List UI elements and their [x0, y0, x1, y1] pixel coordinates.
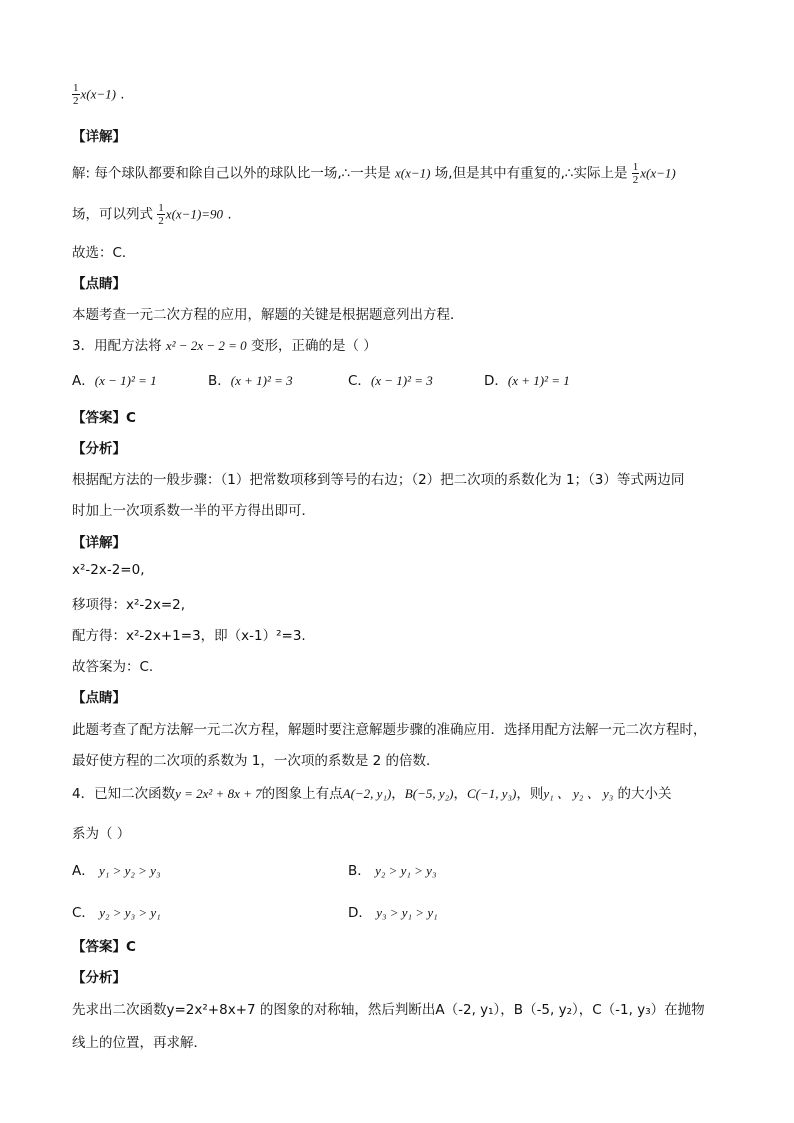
question-4-answer: 【答案】C: [72, 939, 136, 955]
question-3-option-b: B．(x + 1)² = 3: [208, 373, 293, 389]
section-heading-detail: 【详解】: [72, 129, 126, 145]
paragraph-solution-1: 解: 每个球队都要和除自己以外的球队比一场,∴一共是 x(x−1) 场,但是其中有重复的,∴实际上是 $\frac{1}{2}$ x(x−1): [72, 161, 676, 186]
fraction: $\frac{1}{2}$: [73, 82, 79, 107]
section-heading-analysis: 【分析】: [72, 970, 126, 986]
question-4-option-d: D． y₃ > y₁ > y₁: [348, 905, 438, 921]
section-heading-comment: 【点睛】: [72, 690, 126, 706]
question-4-option-c: C． y₂ > y₃ > y₁: [72, 905, 161, 921]
section-heading-analysis: 【分析】: [72, 441, 126, 457]
section-heading-detail: 【详解】: [72, 535, 126, 551]
question-4-stem-line-2: 系为（ ）: [72, 826, 131, 842]
paragraph-solution-2: 场，可以列式 $\frac{1}{2}$ x(x−1)=90 .: [72, 202, 232, 227]
question-3-analysis-line-1: 根据配方法的一般步骤：（1）把常数项移到等号的右边；（2）把二次项的系数化为 1；（3）等式两边同: [72, 472, 685, 488]
question-3-stem: 3．用配方法将 x² − 2x − 2 = 0 变形，正确的是（ ）: [72, 338, 377, 354]
question-3-detail-line-1: x²-2x-2=0,: [72, 562, 145, 578]
question-3-comment-line-1: 此题考查了配方法解一元二次方程，解题时要注意解题步骤的准确应用．选择用配方法解一元二次方程时，: [72, 722, 707, 738]
question-3-detail-line-3: 配方得：x²-2x+1=3，即（x-1）²=3.: [72, 628, 306, 644]
paragraph-choice: 故选：C．: [72, 245, 136, 261]
question-3-option-c: C．(x − 1)² = 3: [348, 373, 433, 389]
section-heading-comment: 【点睛】: [72, 276, 126, 292]
question-4-analysis-line-2: 线上的位置，再求解．: [72, 1035, 207, 1051]
paragraph-comment: 本题考查一元二次方程的应用，解题的关键是根据题意列出方程．: [72, 307, 464, 323]
question-3-analysis-line-2: 时加上一次项系数一半的平方得出即可．: [72, 503, 315, 519]
question-3-detail-line-2: 移项得：x²-2x=2,: [72, 597, 186, 613]
question-3-comment-line-2: 最好使方程的二次项的系数为 1，一次项的系数是 2 的倍数．: [72, 753, 440, 769]
question-3-detail-line-4: 故答案为：C.: [72, 659, 154, 675]
question-3-option-a: A．(x − 1)² = 1: [72, 373, 157, 389]
question-4-stem: 4．已知二次函数y = 2x² + 8x + 7的图象上有点A(−2, y₁)，B(−5, y₂)，C(−1, y₃)，则y₁ 、 y₂ 、 y₃ 的大小关: [72, 786, 672, 802]
fraction: $\frac{1}{2}$: [158, 202, 164, 227]
question-3-option-d: D．(x + 1)² = 1: [484, 373, 570, 389]
question-4-option-b: B． y₂ > y₁ > y₃: [348, 863, 437, 879]
question-3-answer: 【答案】C: [72, 410, 136, 426]
fraction: $\frac{1}{2}$: [632, 161, 639, 186]
formula-half-x-x-minus-1: $\frac{1}{2}$ x(x−1) .: [73, 82, 125, 107]
question-4-analysis-line-1: 先求出二次函数y=2x²+8x+7 的图象的对称轴，然后判断出A（-2, y₁），B（-5, y₂），C（-1, y₃）在抛物: [72, 1002, 705, 1018]
question-4-option-a: A． y₁ > y₂ > y₃: [72, 863, 161, 879]
